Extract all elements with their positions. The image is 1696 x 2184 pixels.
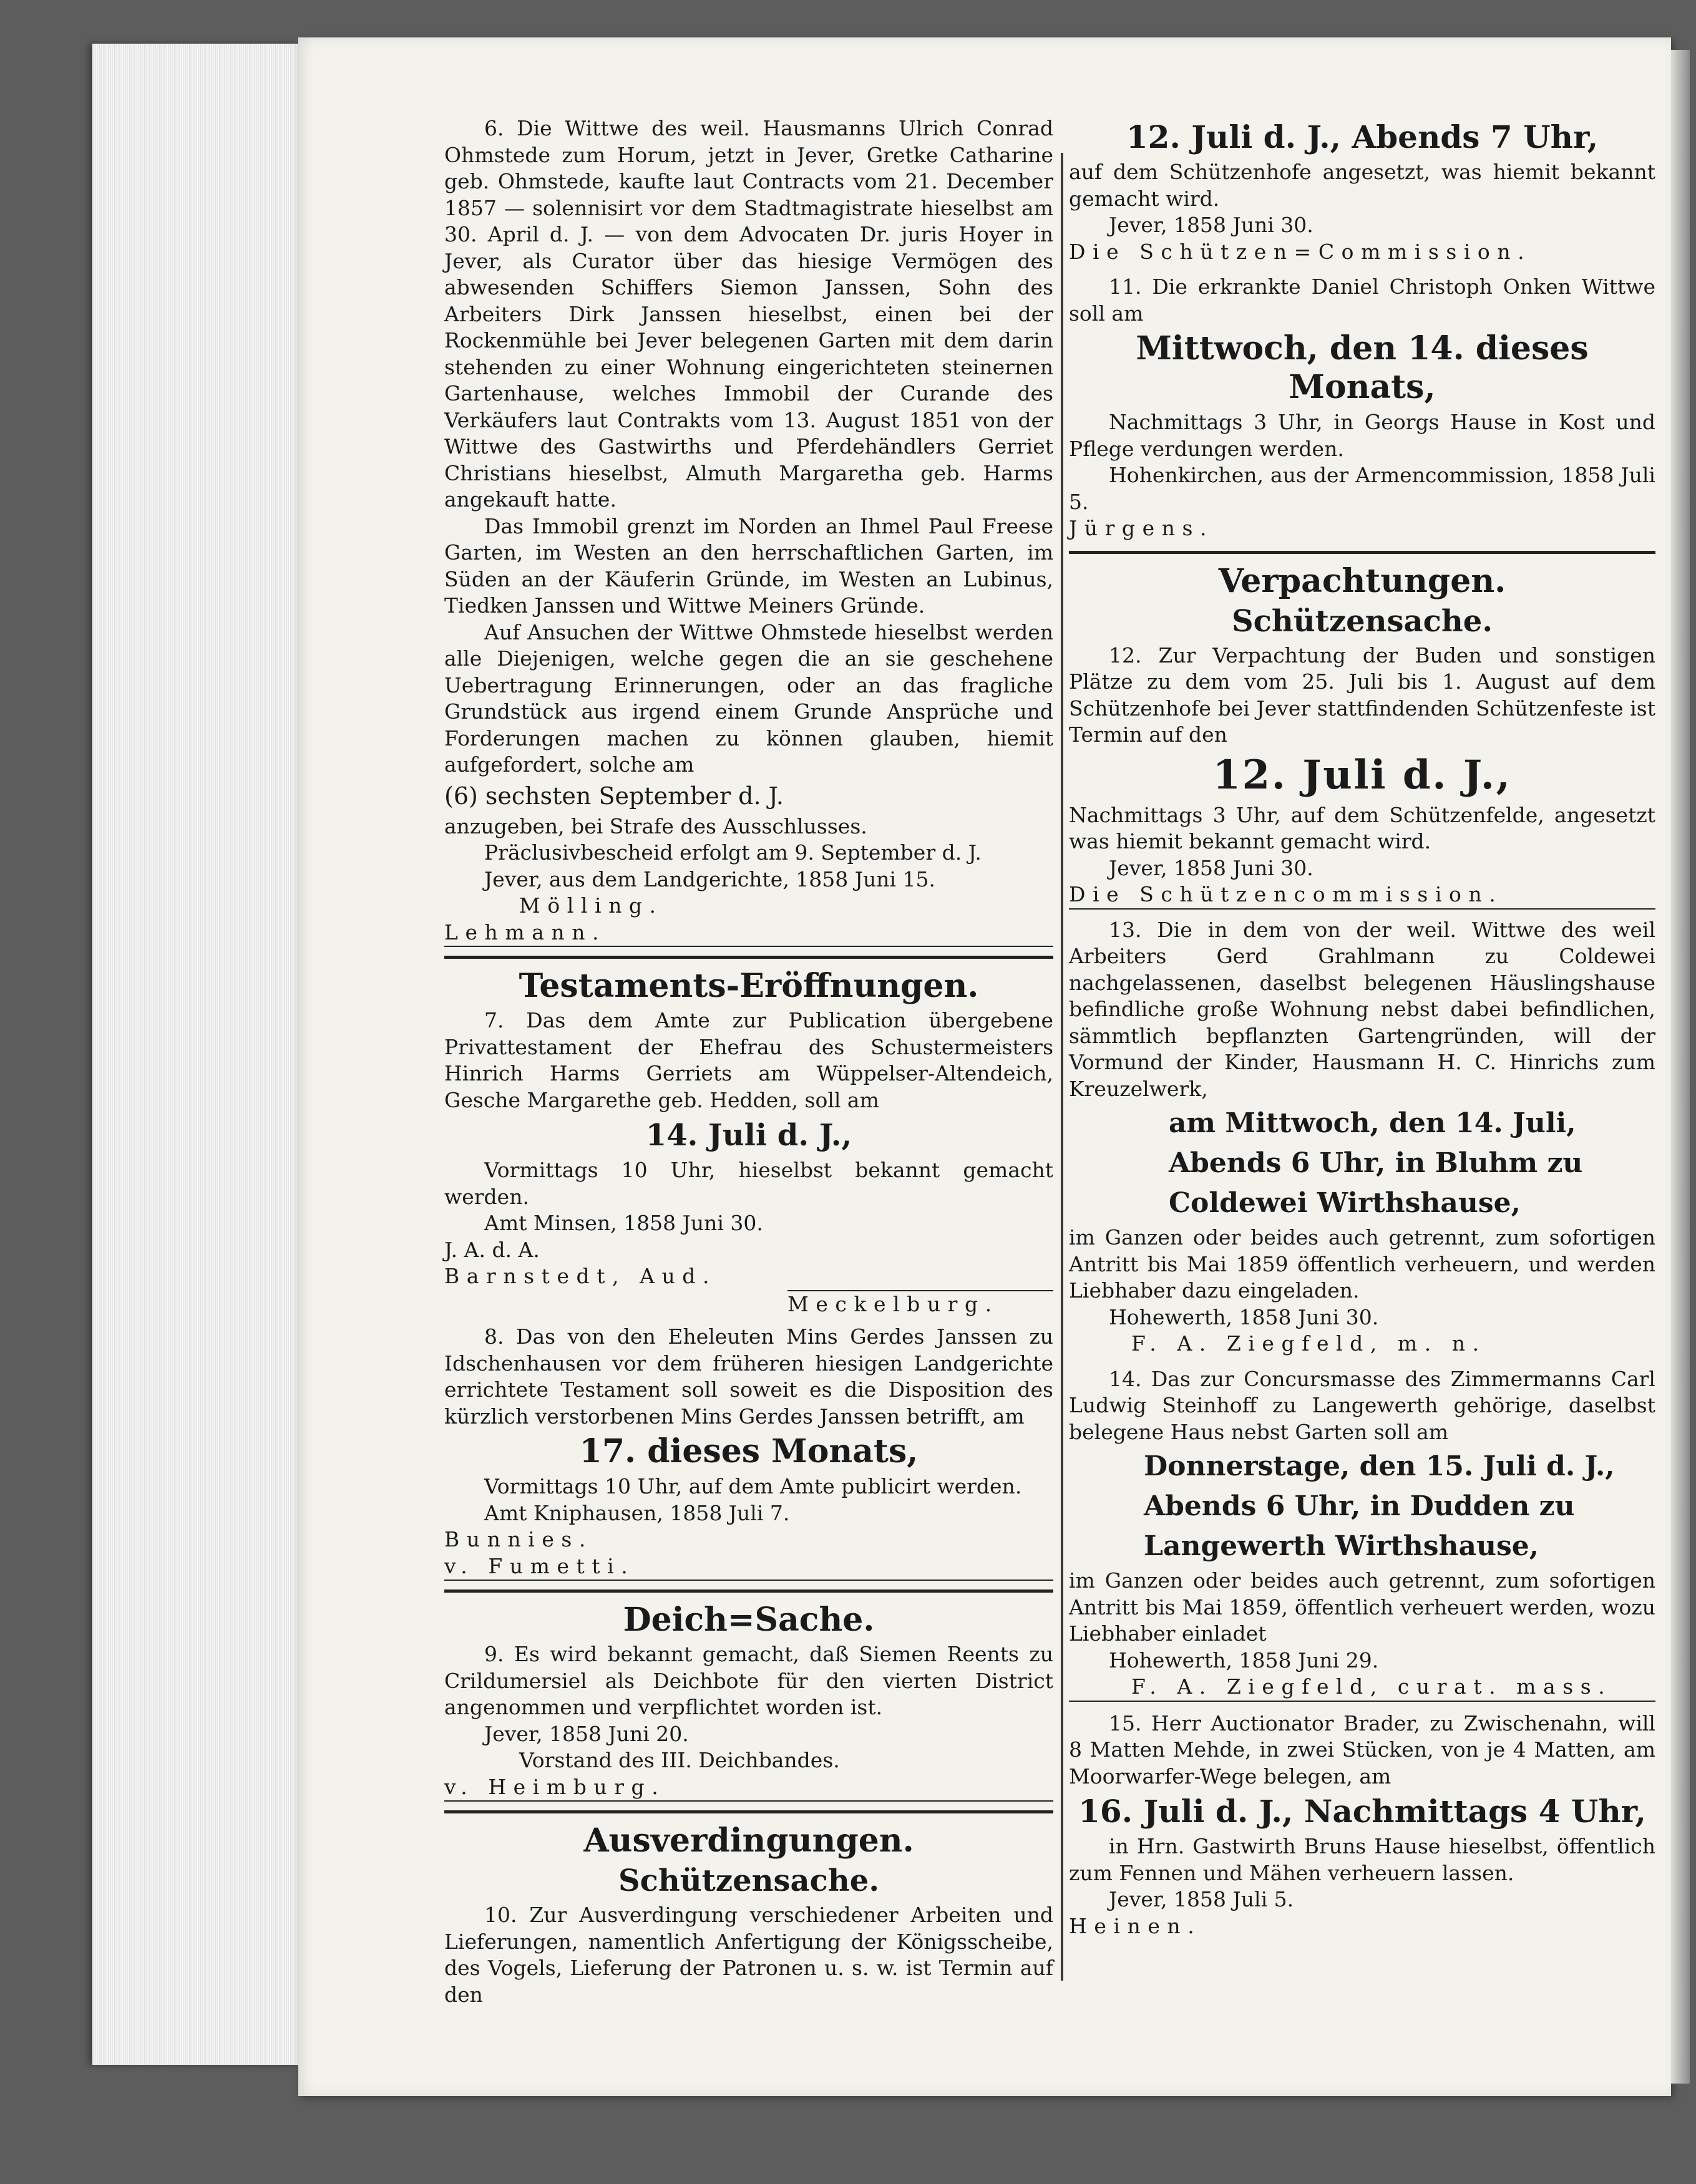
notice-13: [1069, 917, 1655, 1357]
signature: Meckelburg.: [787, 1290, 1053, 1318]
signature: J. A. d. A.: [444, 1237, 540, 1262]
signature: Heinen.: [1069, 1913, 1202, 1938]
notice-body: 7. Das dem Amte zur Publication übergebene Privattestament der Ehefrau des Schustermeisters Hinrich Harms Gerriets am Wüppelser-Altendeich, Gesche Margarethe geb. Hedden, soll am: [444, 1008, 1053, 1112]
notice-place: Jever, 1858 Juni 30.: [1109, 213, 1313, 237]
signature: v. Heimburg.: [444, 1774, 1053, 1802]
section-rule: [444, 1589, 1053, 1593]
notice-after: im Ganzen oder beides auch getrennt, zum sofortigen Antritt bis Mai 1859 öffentlich verheuern, und werden Liebhaber dazu eingeladen.: [1069, 1225, 1655, 1303]
signature: F. A. Ziegfeld, curat. mass.: [1069, 1674, 1655, 1702]
notice-date: Langewerth Wirthshause,: [1144, 1530, 1539, 1562]
book-page-edges: [92, 44, 298, 2065]
signature: Die Schützencommission.: [1069, 881, 1655, 910]
notice-date: Coldewei Wirthshause,: [1169, 1187, 1521, 1219]
notice-place: Jever, aus dem Landgerichte, 1858 Juni 15.: [484, 866, 936, 891]
notice-after: in Hrn. Gastwirth Bruns Hause hieselbst, öffentlich zum Fennen und Mähen verheuern lassen.: [1069, 1834, 1655, 1885]
notice-place: Amt Minsen, 1858 Juni 30.: [484, 1211, 763, 1235]
notice-after: Vormittags 10 Uhr, auf dem Amte publicirt werden.: [484, 1474, 1022, 1498]
notice-body: 11. Die erkrankte Daniel Christoph Onken Wittwe soll am: [1069, 274, 1655, 326]
notice-place: Jever, 1858 Juli 5.: [1109, 1887, 1294, 1911]
signature: Barnstedt, Aud.: [444, 1264, 716, 1288]
notice-date: 14. Juli d. J.,: [645, 1118, 852, 1153]
book-gutter-right: [1671, 50, 1690, 2084]
notice-body: 12. Zur Verpachtung der Buden und sonstigen Plätze zu dem vom 25. Juli bis 1. August auf dem Schützenhofe bei Jever stattfindenden Schützenfeste ist Termin auf den: [1069, 643, 1655, 747]
notice-date: Abends 6 Uhr, in Bluhm zu: [1169, 1147, 1583, 1179]
signature: Die Schützen=Commission.: [1069, 239, 1532, 264]
subsection-title: Schützensache.: [618, 1863, 880, 1898]
notice-body: 14. Das zur Concursmasse des Zimmermanns Carl Ludwig Steinhoff zu Langewerth gehörige, daselbst belegene Haus nebst Garten soll am: [1069, 1366, 1655, 1444]
notice-body: 15. Herr Auctionator Brader, zu Zwischenahn, will 8 Matten Mehde, in zwei Stücken, von je 4 Matten, am Moorwarfer-Wege belegen, am: [1069, 1711, 1655, 1788]
notice-15: [1069, 1711, 1655, 1940]
notice-14: [1069, 1366, 1655, 1702]
notice-praeclusiv: Präclusivbescheid erfolgt am 9. September d. J.: [484, 840, 982, 865]
notice-date: (6) sechsten September d. J.: [444, 782, 784, 810]
notice-paragraph: Das Immobil grenzt im Norden an Ihmel Paul Freese Garten, im Westen an den herrschaftlichen Garten, im Süden an der Käuferin Gründe, im Westen an Lubinus, Tiedken Janssen und Wittwe Meiners Gründe.: [444, 513, 1053, 618]
signature: v. Fumetti.: [444, 1553, 1053, 1581]
notice-10-continued: [1069, 118, 1655, 265]
column-divider: [1061, 153, 1063, 1981]
notice-date: Mittwoch, den 14. dieses Monats,: [1136, 329, 1589, 406]
notice-body: 10. Zur Ausverdingung verschiedener Arbeiten und Lieferungen, namentlich Anfertigung der Königsscheibe, des Vogels, Lieferung der Patronen u. s. w. ist Termin auf den: [444, 1903, 1053, 2007]
notice-date: 12. Juli d. J., Abends 7 Uhr,: [1126, 119, 1599, 155]
notice-after: Vormittags 10 Uhr, hieselbst bekannt gemacht werden.: [444, 1158, 1053, 1209]
notice-place: Jever, 1858 Juni 30.: [1109, 855, 1313, 880]
notice-date: Abends 6 Uhr, in Dudden zu: [1144, 1490, 1575, 1522]
notice-after: anzugeben, bei Strafe des Ausschlusses.: [444, 813, 867, 838]
notice-11: [1069, 274, 1655, 542]
notice-place: Jever, 1858 Juni 20.: [484, 1721, 689, 1746]
signature: Mölling.: [519, 893, 663, 918]
notice-date: 17. dieses Monats,: [579, 1432, 919, 1470]
notice-date: 12. Juli d. J.,: [1212, 751, 1512, 798]
notice-body: 9. Es wird bekannt gemacht, daß Siemen Reents zu Crildumersiel als Deichbote für den vierten District angenommen und verpflichtet worden ist.: [444, 1642, 1053, 1719]
notice-after: auf dem Schützenhofe angesetzt, was hiemit bekannt gemacht wird.: [1069, 160, 1655, 211]
notice-12: [1069, 643, 1655, 910]
section-rule: [444, 1810, 1053, 1813]
notice-body: 6. Die Wittwe des weil. Hausmanns Ulrich Conrad Ohmstede zum Horum, jetzt in Jever, Gretke Catharine geb. Ohmstede, kaufte laut Contracts vom 21. December 1857 — solennisirt vor dem Stadtmagistrate hieselbst am 30. April d. J. — von dem Advocaten Dr. juris Hoyer in Jever, als Curator über das hiesige Vermögen des abwesenden Schiffers Siemon Janssen, Sohn des Arbeiters Dirk Janssen hieselbst, einen bei der Rockenmühle bei Jever belegenen Garten mit dem darin stehenden zu einer Wohnung eingerichteten steinernen Gartenhause, welches Immobil der Curande des Verkäufers laut Contrakts vom 13. August 1851 von der Wittwe des Gastwirths und Pferdehändlers Gerriet Christians hieselbst, Almuth Margaretha geb. Harms angekauft hatte.: [444, 116, 1053, 512]
notice-date: Donnerstage, den 15. Juli d. J.,: [1144, 1450, 1615, 1482]
left-column: [444, 115, 1053, 2008]
section-rule: [1069, 551, 1655, 554]
notice-8: [444, 1324, 1053, 1581]
signature: Lehmann.: [444, 920, 1053, 948]
subsection-title: Schützensache.: [1231, 603, 1493, 639]
section-title-testament: Testaments-Eröffnungen.: [519, 967, 979, 1005]
notice-10: [444, 1902, 1053, 2008]
section-rule: [444, 956, 1053, 959]
notice-body: 8. Das von den Eheleuten Mins Gerdes Janssen zu Idschenhausen vor dem früheren hiesigen Landgerichte errichtete Testament soll soweit es die Disposition des kürzlich verstorbenen Mins Gerdes Janssen betrifft, am: [444, 1324, 1053, 1429]
notice-after: Nachmittags 3 Uhr, auf dem Schützenfelde, angesetzt was hiemit bekannt gemacht wird.: [1069, 802, 1655, 853]
notice-7: [444, 1007, 1053, 1318]
right-column: [1069, 115, 1655, 1939]
notice-place: Hohenkirchen, aus der Armencommission, 1858 Juli 5.: [1069, 463, 1655, 514]
notice-after: Nachmittags 3 Uhr, in Georgs Hause in Kost und Pflege verdungen werden.: [1069, 410, 1655, 461]
notice-9: [444, 1641, 1053, 1802]
section-title-deich: Deich=Sache.: [623, 1601, 875, 1639]
section-title-ausverdingungen: Ausverdingungen.: [583, 1822, 914, 1860]
notice-date: am Mittwoch, den 14. Juli,: [1169, 1107, 1576, 1139]
notice-date: 16. Juli d. J., Nachmittags 4 Uhr,: [1078, 1793, 1646, 1830]
notice-place: Hohewerth, 1858 Juni 29.: [1109, 1648, 1379, 1672]
signature: F. A. Ziegfeld, m. n.: [1131, 1331, 1486, 1356]
signature: Vorstand des III. Deichbandes.: [519, 1748, 840, 1772]
notice-paragraph: Auf Ansuchen der Wittwe Ohmstede hieselbst werden alle Diejenigen, welche gegen die an sie geschehene Uebertragung Erinnerungen, oder an das fragliche Grundstück aus irgend einem Grunde Ansprüche und Forderungen machen zu können glauben, hiemit aufgefordert, solche am: [444, 619, 1053, 777]
notice-after: im Ganzen oder beides auch getrennt, zum sofortigen Antritt bis Mai 1859, öffentlich verheuert werden, wozu Liebhaber einladet: [1069, 1568, 1655, 1646]
notice-body: 13. Die in dem von der weil. Wittwe des weil Arbeiters Gerd Grahlmann zu Coldewei nachgelassenen, daselbst belegenen Häuslingshause befindliche große Wohnung nebst dabei befindlichen, sämmtlich bepflanzten Gartengründen, will der Vormund der Kinder, Hausmann H. C. Hinrichs zum Kreuzelwerk,: [1069, 917, 1655, 1101]
signature: Bunnies.: [444, 1527, 593, 1551]
notice-6: [444, 115, 1053, 947]
section-title-verpachtungen: Verpachtungen.: [1218, 561, 1506, 600]
notice-place: Amt Kniphausen, 1858 Juli 7.: [484, 1500, 790, 1525]
signature: Jürgens.: [1069, 516, 1214, 540]
notice-place: Hohewerth, 1858 Juni 30.: [1109, 1304, 1379, 1329]
